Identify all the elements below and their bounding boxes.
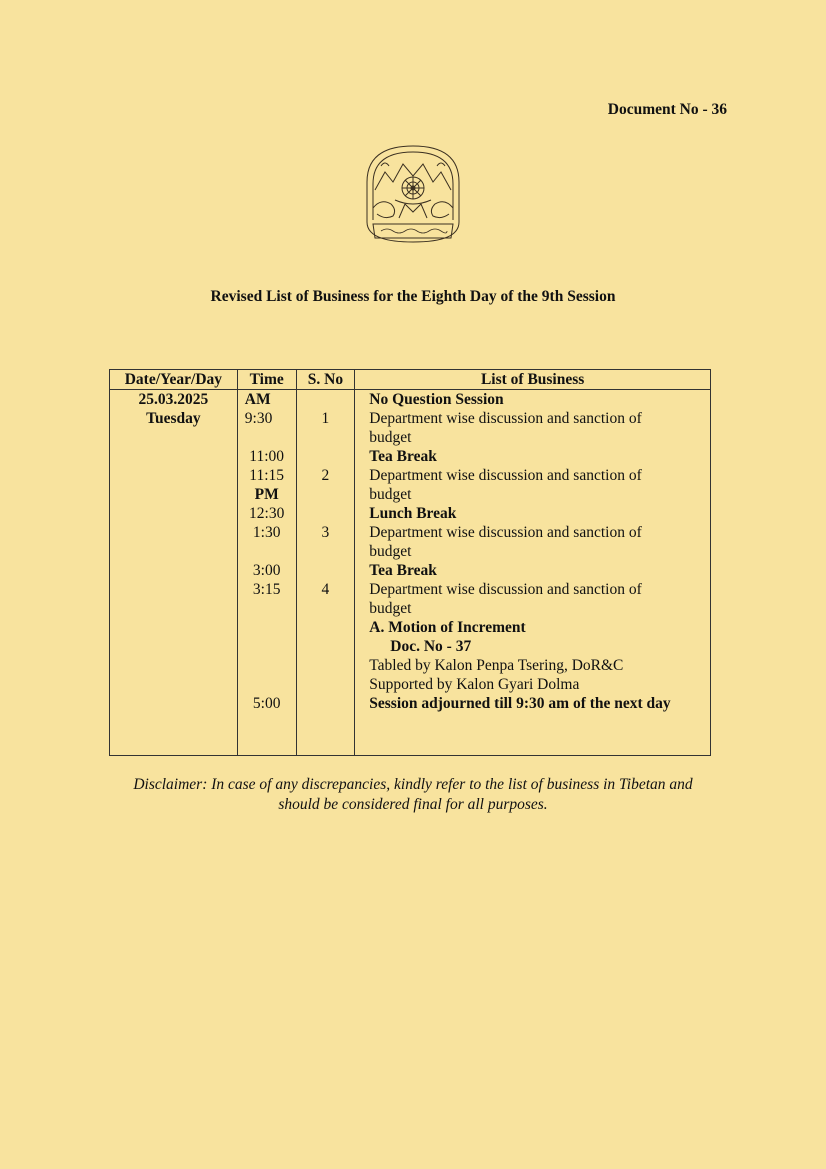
time-value: 11:15 <box>249 467 285 484</box>
time-value: AM <box>244 391 271 408</box>
header-serial-number: S. No <box>296 370 355 390</box>
business-item: Session adjourned till 9:30 am of the next day <box>369 695 671 712</box>
business-item: No Question Session <box>369 391 504 408</box>
serial-number-value: 4 <box>321 581 330 598</box>
business-cell <box>355 390 711 756</box>
time-value <box>238 542 296 561</box>
serial-number-cell <box>296 390 355 756</box>
serial-number-value <box>297 599 355 618</box>
time-value <box>238 599 296 618</box>
serial-number-value <box>297 447 355 466</box>
serial-number-value <box>297 694 355 713</box>
time-value: 1:30 <box>252 524 281 541</box>
time-value <box>238 656 296 675</box>
time-value: 12:30 <box>249 505 285 522</box>
disclaimer-line-2: should be considered final for all purposes. <box>278 796 548 813</box>
time-value: 11:00 <box>249 448 285 465</box>
business-item: Lunch Break <box>369 505 457 522</box>
serial-number-value <box>297 656 355 675</box>
time-value: 5:00 <box>252 695 281 712</box>
time-value: 3:00 <box>252 562 281 579</box>
serial-number-value <box>297 561 355 580</box>
business-item: Tea Break <box>369 562 437 579</box>
serial-number-value <box>297 485 355 504</box>
business-item: budget <box>369 486 412 503</box>
document-number: Document No - 36 <box>607 101 727 118</box>
disclaimer <box>0 775 826 815</box>
business-item: Department wise discussion and sanction of <box>369 467 642 484</box>
time-cell <box>237 390 296 756</box>
day-value: Tuesday <box>146 410 201 427</box>
business-item: Department wise discussion and sanction of <box>369 410 642 427</box>
header-list-of-business: List of Business <box>355 370 711 390</box>
serial-number-value <box>297 675 355 694</box>
time-value <box>238 637 296 656</box>
time-value <box>238 428 296 447</box>
business-item: Tea Break <box>369 448 437 465</box>
business-item: Tabled by Kalon Penpa Tsering, DoR&C <box>369 657 624 674</box>
business-item: A. Motion of Increment <box>369 619 526 636</box>
date-value: 25.03.2025 <box>138 391 209 408</box>
page-title: Revised List of Business for the Eighth Day of the 9th Session <box>210 288 616 305</box>
serial-number-value <box>297 390 355 409</box>
header-time: Time <box>237 370 296 390</box>
table-row <box>110 390 711 756</box>
serial-number-value <box>297 428 355 447</box>
parliament-emblem-icon <box>359 142 467 246</box>
business-item: Doc. No - 37 <box>390 638 472 655</box>
business-item: budget <box>369 600 412 617</box>
header-date: Date/Year/Day <box>110 370 238 390</box>
serial-number-value <box>297 618 355 637</box>
time-value: PM <box>254 486 279 503</box>
serial-number-value <box>297 542 355 561</box>
business-item: budget <box>369 429 412 446</box>
serial-number-value: 2 <box>321 467 330 484</box>
serial-number-value <box>297 637 355 656</box>
time-value <box>238 675 296 694</box>
business-item: budget <box>369 543 412 560</box>
time-value: 3:15 <box>252 581 281 598</box>
date-cell <box>110 390 238 756</box>
serial-number-value: 3 <box>321 524 330 541</box>
serial-number-value: 1 <box>321 410 330 427</box>
time-value <box>238 618 296 637</box>
business-item: Supported by Kalon Gyari Dolma <box>369 676 580 693</box>
table-header-row <box>110 370 711 390</box>
business-item: Department wise discussion and sanction of <box>369 524 642 541</box>
time-value: 9:30 <box>244 410 273 427</box>
disclaimer-line-1: Disclaimer: In case of any discrepancies, kindly refer to the list of business in Tibetan and <box>133 776 693 793</box>
business-table <box>109 369 711 756</box>
business-item: Department wise discussion and sanction of <box>369 581 642 598</box>
serial-number-value <box>297 504 355 523</box>
